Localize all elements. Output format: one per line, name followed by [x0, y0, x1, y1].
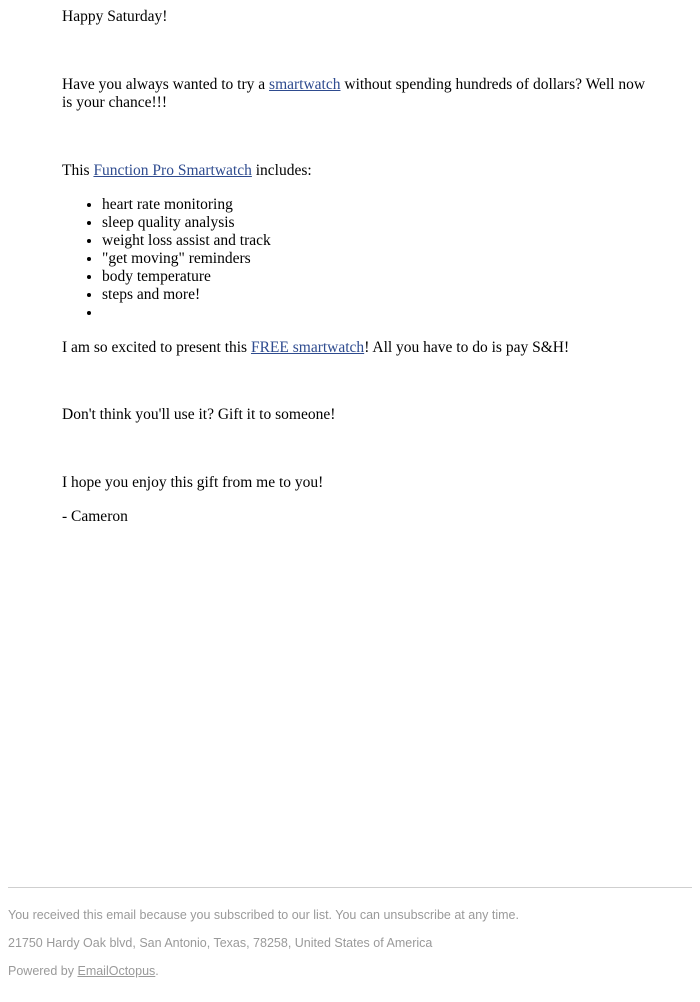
free-offer-text-after: ! All you have to do is pay S&H! [364, 339, 570, 356]
list-item: • sleep quality analysis [102, 214, 271, 232]
emailoctopus-link[interactable]: EmailOctopus [77, 964, 156, 978]
footer-powered-by [8, 964, 692, 978]
greeting: Happy Saturday! [62, 8, 168, 25]
smartwatch-link[interactable]: smartwatch [269, 76, 341, 93]
list-item: • body temperature [102, 268, 271, 286]
list-item: • heart rate monitoring [102, 196, 271, 214]
intro-text-after: without spending hundreds of dollars? Well now is your chance!!! [62, 76, 646, 111]
includes-text-after: includes: [251, 162, 312, 179]
powered-by-suffix: . [155, 964, 159, 978]
footer-divider [8, 887, 692, 888]
gift-paragraph: Don't think you'll use it? Gift it to someone! [62, 406, 336, 423]
intro-paragraph [62, 76, 652, 112]
includes-paragraph [62, 162, 312, 180]
signature: - Cameron [62, 508, 128, 525]
footer-subscription-notice: You received this email because you subscribed to our list. You can unsubscribe at any time. [8, 908, 519, 922]
footer-address: 21750 Hardy Oak blvd, San Antonio, Texas, 78258, United States of America [8, 936, 433, 950]
free-offer-text-before: I am so excited to present this [62, 339, 251, 356]
powered-by-prefix: Powered by [8, 964, 78, 978]
list-item: • "get moving" reminders [102, 250, 271, 268]
function-pro-smartwatch-link[interactable]: Function Pro Smartwatch [93, 162, 252, 179]
feature-list [62, 196, 271, 322]
list-item-empty [102, 304, 271, 322]
hope-paragraph: I hope you enjoy this gift from me to you! [62, 474, 324, 491]
includes-text-before: This [62, 162, 94, 179]
free-offer-paragraph [62, 339, 569, 357]
list-item: • steps and more! [102, 286, 271, 304]
free-smartwatch-link[interactable]: FREE smartwatch [250, 339, 365, 356]
list-item: • weight loss assist and track [102, 232, 271, 250]
intro-text-before: Have you always wanted to try a [62, 76, 270, 93]
